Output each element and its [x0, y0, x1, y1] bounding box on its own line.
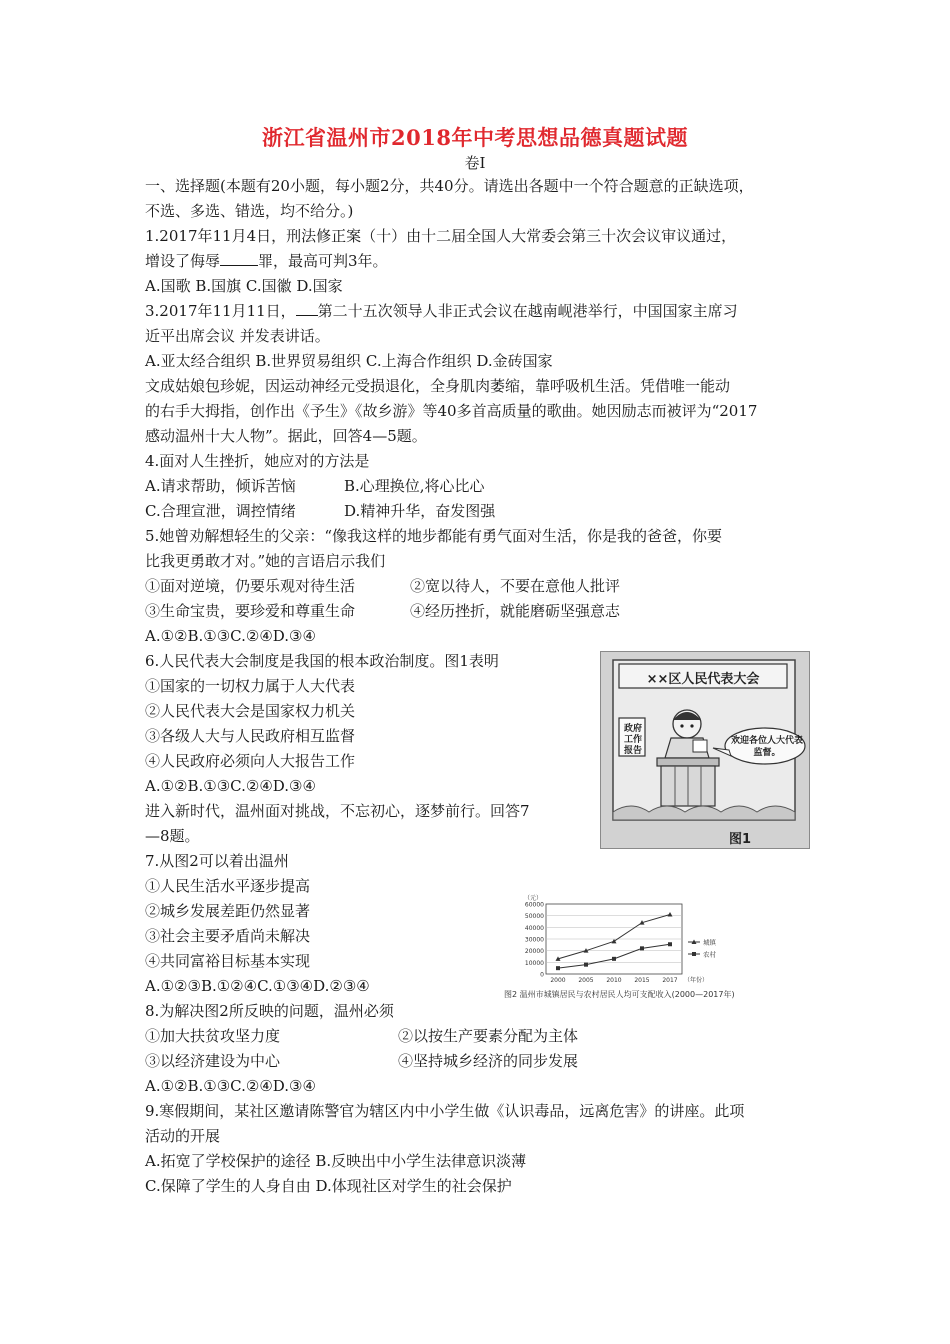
q5-options: A.①②B.①③C.②④D.③④	[145, 627, 316, 645]
q1-options: A.国歌 B.国旗 C.国徽 D.国家	[145, 277, 343, 295]
section-intro-line2: 不选、多选、错选，均不给分。)	[145, 202, 354, 220]
q6-statement-3: ③各级人大与人民政府相互监督	[145, 727, 356, 745]
q7-statement-1: ①人民生活水平逐步提高	[145, 877, 311, 895]
q6-statement-4: ④人民政府必须向人大报告工作	[145, 752, 356, 770]
y-tick-label: 60000	[524, 901, 544, 909]
legend-label: 农村	[703, 950, 716, 959]
data-point	[612, 957, 616, 961]
q1-blank	[220, 251, 258, 266]
q5-statement-4: ④经历挫折，就能磨砺坚强意志	[410, 602, 621, 620]
passage-78-line1: 进入新时代，温州面对挑战，不忘初心，逐梦前行。回答7	[145, 802, 530, 820]
x-tick-label: 2017	[662, 977, 678, 984]
data-point	[640, 946, 644, 950]
q5-statement-3: ③生命宝贵，要珍爱和尊重生命	[145, 602, 356, 620]
data-point	[556, 966, 560, 970]
q6-statement-2: ②人民代表大会是国家权力机关	[145, 702, 356, 720]
q5-stem-line1: 5.她曾劝解想轻生的父亲：“像我这样的地步都能有勇气面对生活，你是我的爸爸，你要	[145, 527, 722, 545]
q3-stem-line1: 3.2017年11月11日， 第二十五次领导人非正式会议在越南岘港举行，中国国家主席习	[145, 302, 738, 320]
q3-stem-line2: 近平出席会议 并发表讲话。	[145, 327, 330, 345]
q8-statement-4: ④坚持城乡经济的同步发展	[398, 1052, 579, 1070]
q8-options: A.①②B.①③C.②④D.③④	[145, 1077, 316, 1095]
page-title: 浙江省温州市2018年中考思想品德真题试题	[262, 125, 688, 150]
figure-1-speech-bubble: 欢迎各位人大代表监督。	[730, 736, 803, 758]
passage-78-line2: —8题。	[145, 827, 200, 845]
q5-stem-line2: 比我更勇敢才对。”她的言语启示我们	[145, 552, 386, 570]
q8-stem: 8.为解决图2所反映的问题，温州必须	[145, 1002, 394, 1020]
q6-options: A.①②B.①③C.②④D.③④	[145, 777, 316, 795]
q7-statement-2: ②城乡发展差距仍然显著	[145, 902, 311, 920]
legend-label: 城镇	[703, 938, 716, 947]
q4-option-a: A.请求帮助，倾诉苦恼	[145, 477, 296, 495]
y-tick-label: 40000	[524, 924, 544, 932]
section-intro-line1: 一、选择题(本题有20小题，每小题2分，共40分。请选出各题中一个符合题意的正缺选项，	[145, 177, 754, 195]
q1-stem-line1: 1.2017年11月4日，刑法修正案（十）由十二届全国人大常委会第三十次会议审议通过，	[145, 227, 737, 245]
q7-stem: 7.从图2可以着出温州	[145, 852, 289, 870]
x-axis-label: （年份）	[684, 977, 709, 984]
q4-option-b: B.心理换位,将心比心	[344, 477, 485, 495]
q6-stem: 6.人民代表大会制度是我国的根本政治制度。图1表明	[145, 652, 499, 670]
q5-statement-1: ①面对逆境，仍要乐观对待生活	[145, 577, 356, 595]
passage-45-line3: 感动温州十大人物”。据此，回答4—5题。	[145, 427, 427, 445]
q4-option-d: D.精神升华，奋发图强	[344, 502, 496, 520]
paper-volume: 卷Ⅰ	[464, 154, 486, 172]
q4-stem: 4.面对人生挫折，她应对的方法是	[145, 452, 370, 470]
q4-option-c: C.合理宣泄，调控情绪	[145, 502, 296, 520]
q1-stem-line2: 增设了侮辱 罪，最高可判3年。	[145, 252, 388, 270]
q8-statement-3: ③以经济建设为中心	[145, 1052, 281, 1070]
q8-statement-2: ②以按生产要素分配为主体	[398, 1027, 579, 1045]
y-tick-label: 10000	[524, 959, 544, 967]
x-tick-label: 2005	[578, 977, 594, 984]
q8-statement-1: ①加大扶贫攻坚力度	[145, 1027, 281, 1045]
q9-stem-line2: 活动的开展	[145, 1127, 221, 1145]
y-tick-label: 30000	[524, 936, 544, 944]
legend-marker	[692, 952, 696, 956]
q9-options-ab: A.拓宽了学校保护的途径 B.反映出中小学生法律意识淡薄	[145, 1152, 527, 1170]
data-point	[668, 942, 672, 946]
q9-stem-line1: 9.寒假期间，某社区邀请陈警官为辖区内中小学生做《认识毒品，远离危害》的讲座。此项	[145, 1102, 745, 1120]
q7-options: A.①②③B.①②④C.①③④D.②③④	[145, 977, 370, 995]
passage-45-line1: 文成姑娘包珍妮，因运动神经元受损退化，全身肌肉萎缩，靠呼吸机生活。凭借唯一能动	[145, 377, 731, 395]
x-tick-label: 2000	[550, 977, 566, 984]
q3-blank	[296, 301, 318, 316]
figure-2-chart	[504, 888, 756, 1005]
figure-1-banner: ××区人民代表大会	[646, 672, 760, 687]
y-tick-label: 20000	[524, 948, 544, 956]
figure-2-plot	[504, 888, 756, 988]
q6-statement-1: ①国家的一切权力属于人大代表	[145, 677, 356, 695]
figure-1-label: 图1	[729, 832, 752, 847]
y-tick-label: 50000	[524, 913, 544, 921]
y-tick-label: 0	[540, 971, 544, 979]
x-tick-label: 2015	[634, 977, 650, 984]
figure-1-report: 政府工作报告	[623, 724, 642, 756]
q7-statement-3: ③社会主要矛盾尚未解决	[145, 927, 311, 945]
x-tick-label: 2010	[606, 977, 622, 984]
figure-1-cartoon	[600, 651, 810, 849]
q9-options-cd: C.保障了学生的人身自由 D.体现社区对学生的社会保护	[145, 1177, 512, 1195]
figure-2-caption: 图2 温州市城镇居民与农村居民人均可支配收入(2000—2017年)	[504, 990, 735, 999]
passage-45-line2: 的右手大拇指，创作出《予生》《故乡游》等40多首高质量的歌曲。她因励志而被评为“2017	[145, 402, 758, 420]
y-axis-label: （元）	[524, 895, 543, 902]
q7-statement-4: ④共同富裕目标基本实现	[145, 952, 311, 970]
data-point	[584, 963, 588, 967]
q5-statement-2: ②宽以待人，不要在意他人批评	[410, 577, 621, 595]
q3-options: A.亚太经合组织 B.世界贸易组织 C.上海合作组织 D.金砖国家	[145, 352, 553, 370]
